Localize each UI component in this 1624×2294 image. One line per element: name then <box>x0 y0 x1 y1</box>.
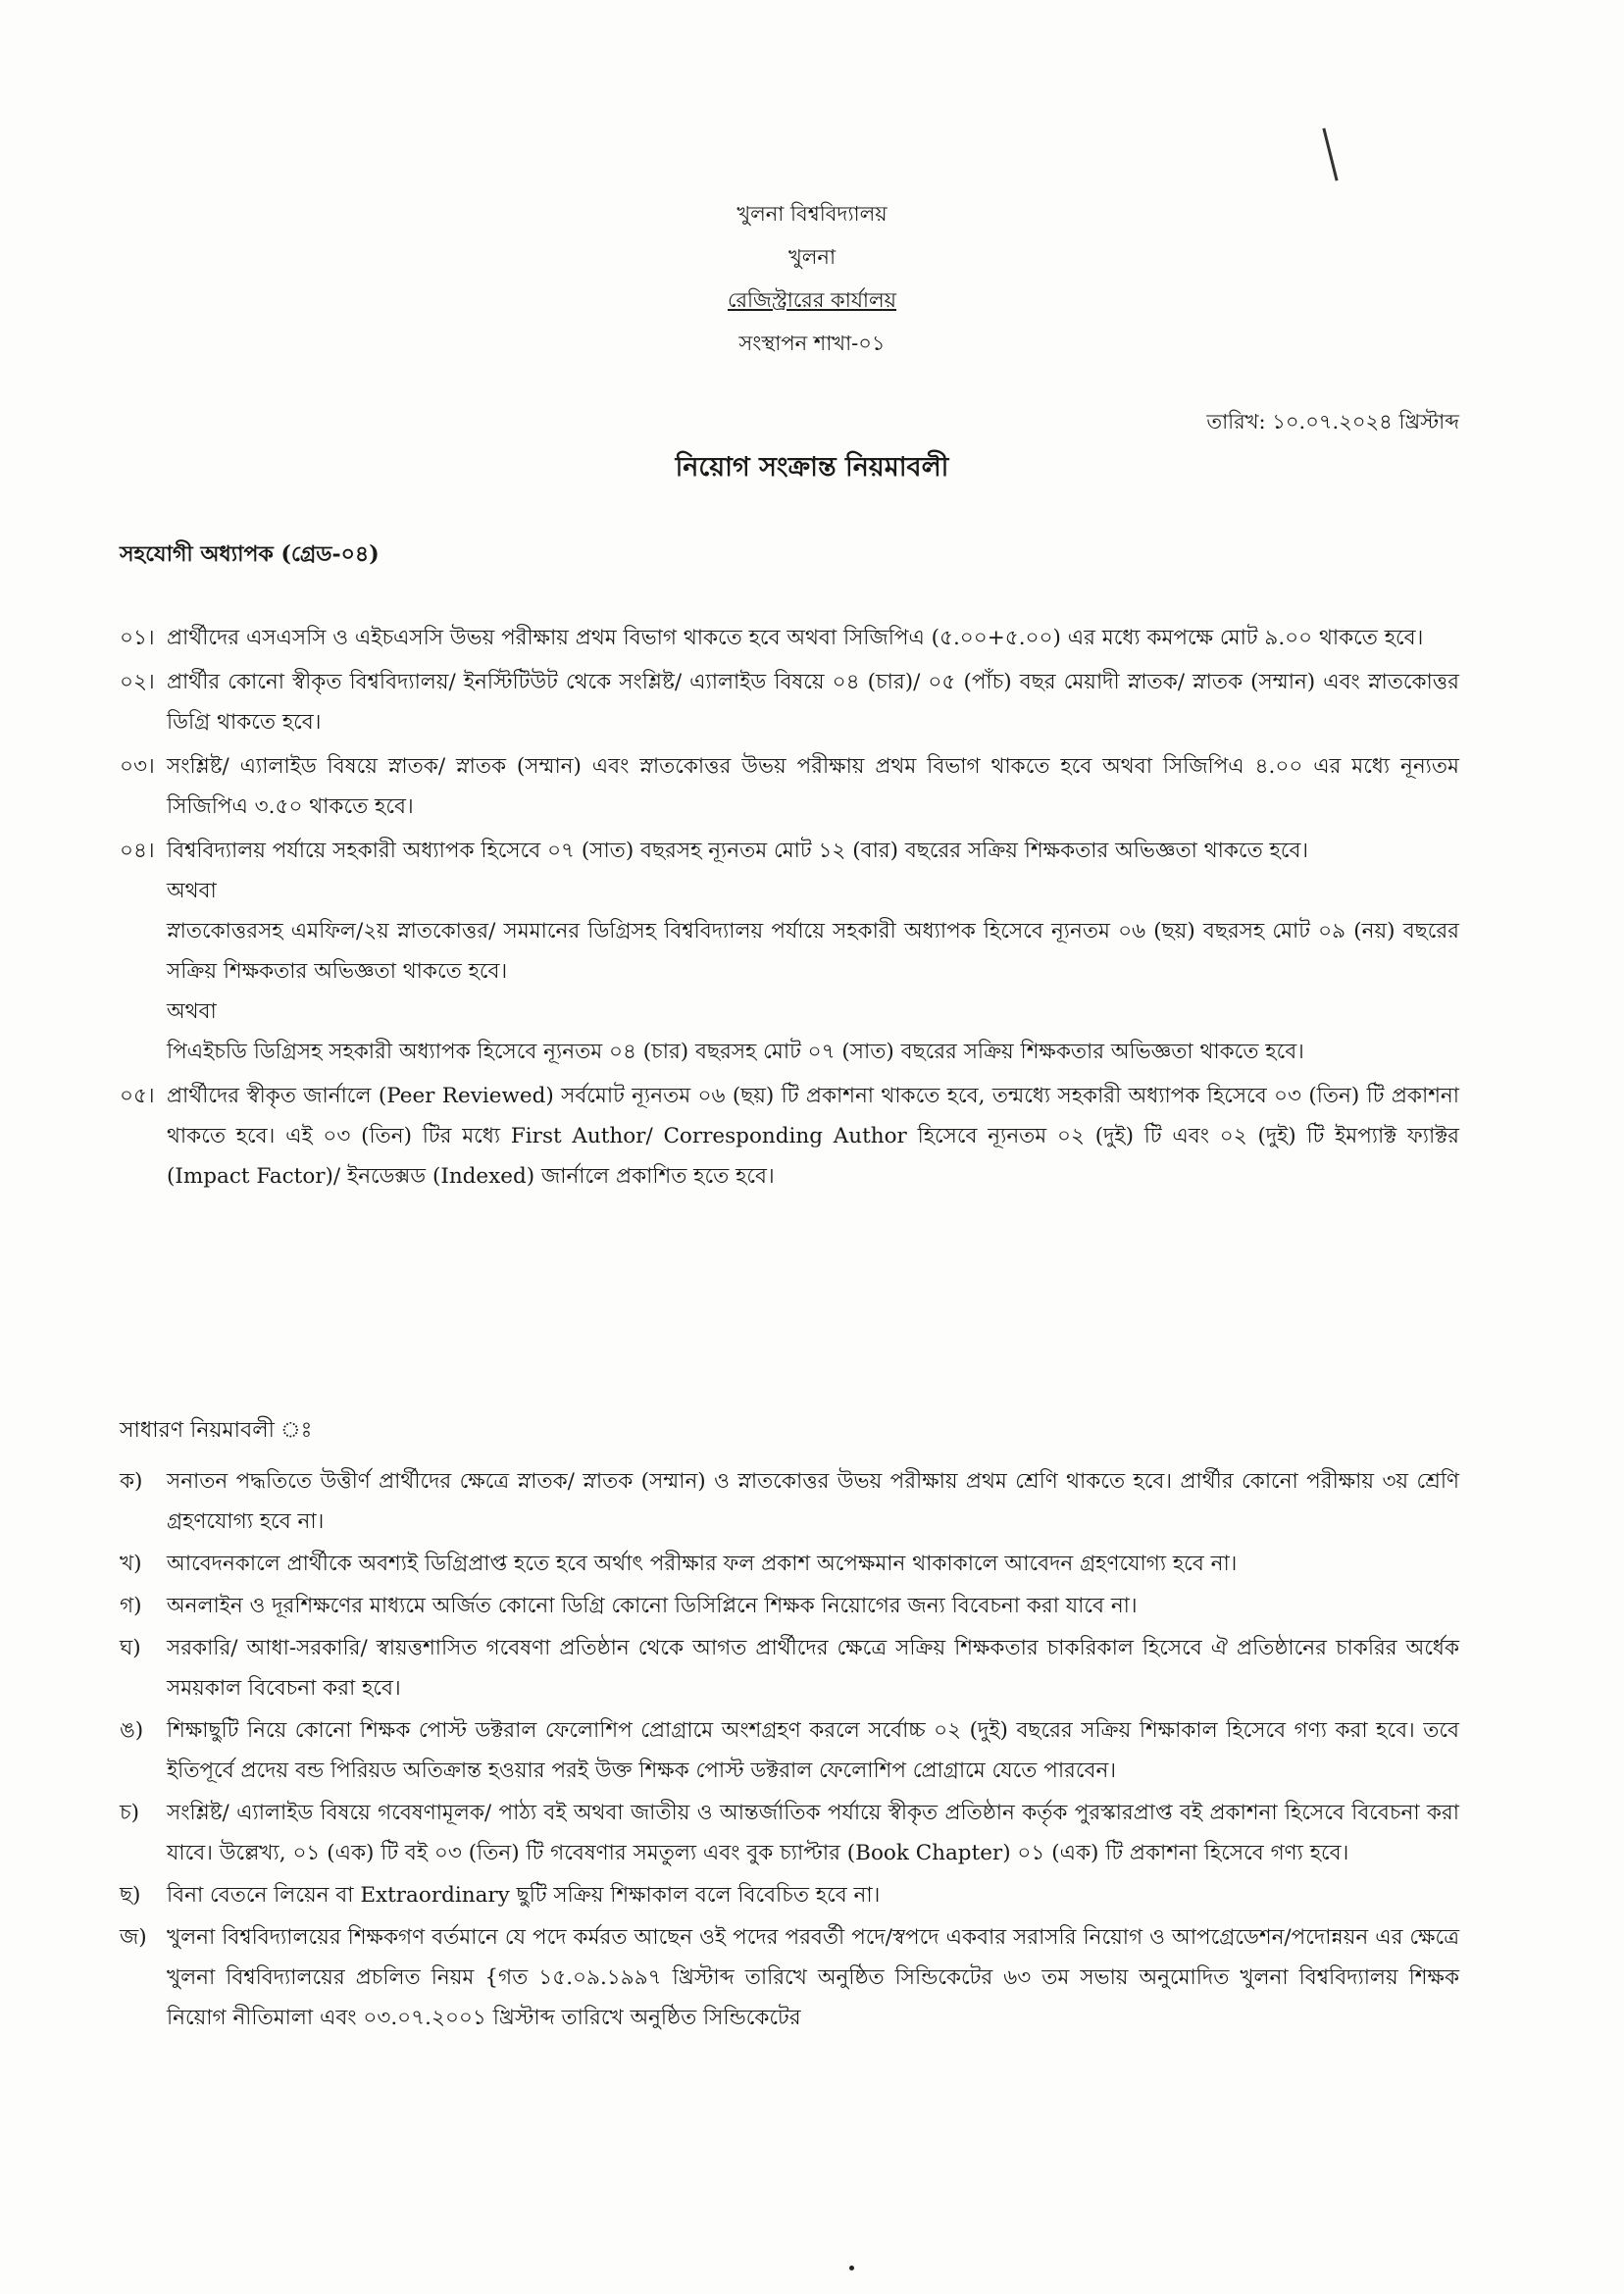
item-number: চ) <box>120 1801 139 1825</box>
list-item <box>120 1793 1459 1873</box>
list-item <box>120 746 1459 827</box>
item-text: প্রার্থীর কোনো স্বীকৃত বিশ্ববিদ্যালয়/ ইনস্টিটিউট থেকে সংশ্লিষ্ট/ এ্যালাইড বিষয়ে ০৪ (চার)/ ০৫ (পাঁচ) বছর মেয়াদী স্নাতক/ স্নাতক (সম্মান) এবং স্নাতকোত্তর ডিগ্রি থাকতে হবে। <box>167 670 1459 735</box>
item-text: আবেদনকালে প্রার্থীকে অবশ্যই ডিগ্রিপ্রাপ্ত হতে হবে অর্থাৎ পরীক্ষার ফল প্রকাশ অপেক্ষমান থাকাকালে আবেদন গ্রহণযোগ্য হবে না। <box>167 1552 1238 1576</box>
list-item <box>120 618 1459 658</box>
general-rules-list <box>120 1461 1459 2040</box>
item-number: ০৪। <box>120 839 155 863</box>
list-item <box>120 1875 1459 1915</box>
list-item <box>120 1076 1459 1197</box>
pen-mark <box>1322 127 1338 180</box>
item-text: প্রার্থীদের স্বীকৃত জার্নালে (Peer Reviewed) সর্বমোট ন্যূনতম ০৬ (ছয়) টি প্রকাশনা থাকতে হবে, তন্মধ্যে সহকারী অধ্যাপক হিসেবে ০৩ (তিন) টি প্রকাশনা থাকতে হবে। এই ০৩ (তিন) টির মধ্যে First Author/ Corresponding Author হিসেবে ন্যূনতম ০২ (দুই) টি এবং ০২ (দুই) টি ইমপ্যাক্ট ফ্যাক্টর (Impact Factor)/ ইনডেক্সড (Indexed) জার্নালে প্রকাশিত হতে হবে। <box>167 1084 1459 1189</box>
item-number: খ) <box>120 1552 142 1576</box>
section-heading-general-rules: সাধারণ নিয়মাবলী ঃ <box>120 1418 313 1443</box>
item-text: শিক্ষাছুটি নিয়ে কোনো শিক্ষক পোস্ট ডক্টরাল ফেলোশিপ প্রোগ্রামে অংশগ্রহণ করলে সর্বোচ্চ ০২ (দুই) বছরের সক্রিয় শিক্ষাকাল হিসেবে গণ্য করা হবে। তবে ইতিপূর্বে প্রদেয় বন্ড পিরিয়ড অতিক্রান্ত হওয়ার পরই উক্ত শিক্ষক পোস্ট ডক্টরাল ফেলোশিপ প্রোগ্রামে যেতে পারবেন। <box>167 1718 1459 1783</box>
letterhead <box>0 192 1624 365</box>
document-date: তারিখ: ১০.০৭.২০২৪ খ্রিস্টাব্দ <box>1206 410 1459 433</box>
item-text: সনাতন পদ্ধতিতে উত্তীর্ণ প্রার্থীদের ক্ষেত্রে স্নাতক/ স্নাতক (সম্মান) ও স্নাতকোত্তর উভয় পরীক্ষায় প্রথম শ্রেণি থাকতে হবে। প্রার্থীর কোনো পরীক্ষায় ৩য় শ্রেণি গ্রহণযোগ্য হবে না। <box>167 1469 1459 1534</box>
list-item <box>120 1710 1459 1791</box>
item-number: ছ) <box>120 1883 141 1908</box>
item-number: ০৫। <box>120 1084 155 1108</box>
item-text: সরকারি/ আধা-সরকারি/ স্বায়ত্তশাসিত গবেষণা প্রতিষ্ঠান থেকে আগত প্রার্থীদের ক্ষেত্রে সক্রিয় শিক্ষকতার চাকরিকাল হিসেবে ঐ প্রতিষ্ঠানের চাকরির অর্ধেক সময়কাল বিবেচনা করা হবে। <box>167 1636 1459 1701</box>
item-alternative-text: স্নাতকোত্তরসহ এমফিল/২য় স্নাতকোত্তর/ সমমানের ডিগ্রিসহ বিশ্ববিদ্যালয় পর্যায়ে সহকারী অধ্যাপক হিসেবে ন্যূনতম ০৬ (ছয়) বছরসহ মোট ০৯ (নয়) বছরের সক্রিয় শিক্ষকতার অভিজ্ঞতা থাকতে হবে। <box>167 919 1459 984</box>
list-item <box>120 1628 1459 1708</box>
item-number: জ) <box>120 1925 147 1950</box>
document-title: নিয়োগ সংক্রান্ত নিয়মাবলী <box>675 452 949 483</box>
item-text: বিশ্ববিদ্যালয় পর্যায়ে সহকারী অধ্যাপক হিসেবে ০৭ (সাত) বছরসহ ন্যূনতম মোট ১২ (বার) বছরের সক্রিয় শিক্ষকতার অভিজ্ঞতা থাকতে হবে। <box>167 839 1309 863</box>
list-item <box>120 662 1459 742</box>
item-number: ০১। <box>120 626 155 650</box>
item-text: সংশ্লিষ্ট/ এ্যালাইড বিষয়ে গবেষণামূলক/ পাঠ্য বই অথবা জাতীয় ও আন্তর্জাতিক পর্যায়ে স্বীকৃত প্রতিষ্ঠান কর্তৃক পুরস্কারপ্রাপ্ত বই প্রকাশনা হিসেবে বিবেচনা করা যাবে। উল্লেখ্য, ০১ (এক) টি বই ০৩ (তিন) টি গবেষণার সমতুল্য এবং বুক চ্যাপ্টার (Book Chapter) ০১ (এক) টি প্রকাশনা হিসেবে গণ্য হবে। <box>167 1801 1459 1865</box>
item-text: অনলাইন ও দূরশিক্ষণের মাধ্যমে অর্জিত কোনো ডিগ্রি কোনো ডিসিপ্লিনে শিক্ষক নিয়োগের জন্য বিবেচনা করা যাবে না। <box>167 1594 1138 1618</box>
item-number: ক) <box>120 1469 143 1494</box>
item-text: বিনা বেতনে লিয়েন বা Extraordinary ছুটি সক্রিয় শিক্ষাকাল বলে বিবেচিত হবে না। <box>167 1883 881 1908</box>
university-name: খুলনা বিশ্ববিদ্যালয় <box>736 202 888 226</box>
list-item <box>120 1461 1459 1542</box>
office-name: রেজিস্ট্রারের কার্যালয় <box>727 288 897 312</box>
item-number: ০২। <box>120 670 155 694</box>
or-label: অথবা <box>167 879 217 903</box>
branch-name: সংস্থাপন শাখা-০১ <box>738 331 886 355</box>
list-item <box>120 1917 1459 2038</box>
list-item <box>120 1544 1459 1584</box>
item-number: গ) <box>120 1594 142 1618</box>
item-text: খুলনা বিশ্ববিদ্যালয়ের শিক্ষকগণ বর্তমানে যে পদে কর্মরত আছেন ওই পদের পরবর্তী পদে/স্বপদে একবার সরাসরি নিয়োগ ও আপগ্রেডেশন/পদোন্নয়ন এর ক্ষেত্রে খুলনা বিশ্ববিদ্যালয়ের প্রচলিত নিয়ম {গত ১৫.০৯.১৯৯৭ খ্রিস্টাব্দ তারিখে অনুষ্ঠিত সিন্ডিকেটের ৬৩ তম সভায় অনুমোদিত খুলনা বিশ্ববিদ্যালয় শিক্ষক নিয়োগ নীতিমালা এবং ০৩.০৭.২০০১ খ্রিস্টাব্দ তারিখে অনুষ্ঠিত সিন্ডিকেটের <box>167 1925 1459 2030</box>
item-text: সংশ্লিষ্ট/ এ্যালাইড বিষয়ে স্নাতক/ স্নাতক (সম্মান) এবং স্নাতকোত্তর উভয় পরীক্ষায় প্রথম বিভাগ থাকতে হবে অথবা সিজিপিএ ৪.০০ এর মধ্যে নূন্যতম সিজিপিএ ৩.৫০ থাকতে হবে। <box>167 754 1459 819</box>
section-heading-associate-professor: সহযোগী অধ্যাপক (গ্রেড-০৪) <box>120 541 380 567</box>
item-text: প্রার্থীদের এসএসসি ও এইচএসসি উভয় পরীক্ষায় প্রথম বিভাগ থাকতে হবে অথবা সিজিপিএ (৫.০০+৫.০০) এর মধ্যে কমপক্ষে মোট ৯.০০ থাকতে হবে। <box>167 626 1424 650</box>
list-item <box>120 831 1459 1072</box>
item-number: ০৩। <box>120 754 155 779</box>
item-number: ঙ) <box>120 1718 144 1743</box>
item-number: ঘ) <box>120 1636 141 1660</box>
or-label: অথবা <box>167 999 217 1024</box>
list-item <box>120 1586 1459 1626</box>
item-alternative-text: পিএইচডি ডিগ্রিসহ সহকারী অধ্যাপক হিসেবে ন্যূনতম ০৪ (চার) বছরসহ মোট ০৭ (সাত) বছরের সক্রিয় শিক্ষকতার অভিজ্ঞতা থাকতে হবে। <box>167 1040 1304 1064</box>
requirements-list <box>120 618 1459 1200</box>
city-name: খুলনা <box>787 245 837 269</box>
ink-dot <box>849 2266 854 2270</box>
